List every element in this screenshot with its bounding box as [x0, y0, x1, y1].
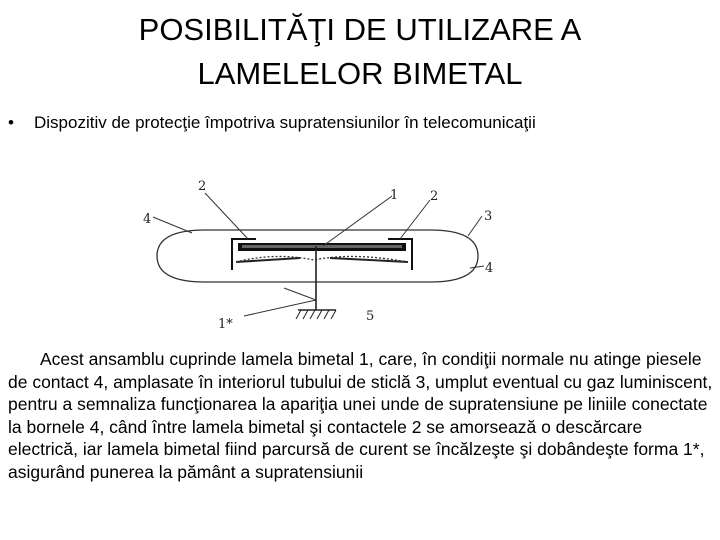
label-1-star: 1* [218, 317, 233, 332]
label-4-right: 4 [485, 261, 494, 276]
description-paragraph [8, 348, 714, 484]
bullet-text: Dispozitiv de protecţie împotriva supratensiunilor în telecomunicaţii [34, 113, 536, 132]
paragraph-text: Acest ansamblu cuprinde lamela bimetal 1, care, în condiţii normale nu atinge piesele de contact 4, amplasate în interiorul tubului de sticlă 3, umplut eventual cu gaz luminiscent, pentru a semnaliza funcţionarea la apariţia unei unde de supratensiune pe liniile conectate la bornele 4, când între lamela bimetal şi contactele 2 se amorsează o descărcare electrică, iar lamela bimetal fiind parcursă de curent se încălzeşte şi dobândeşte forma 1*, asigurând punerea la pământ a supratensiunii [8, 349, 713, 482]
label-5: 5 [366, 309, 375, 324]
label-1-top: 1 [390, 188, 399, 203]
label-3-right: 3 [484, 209, 493, 224]
title-line-2: LAMELELOR BIMETAL [197, 56, 523, 91]
label-2-left: 2 [198, 179, 207, 194]
bullet-item [8, 112, 712, 134]
slide-title [0, 8, 720, 96]
bullet-symbol: • [8, 113, 14, 132]
glass-tube [157, 230, 478, 282]
bimetal-device-diagram [0, 170, 720, 340]
ground-icon [296, 310, 336, 319]
title-line-1: POSIBILITĂŢI DE UTILIZARE A [138, 12, 582, 47]
label-4-left: 4 [143, 212, 152, 227]
label-2-right: 2 [430, 189, 439, 204]
